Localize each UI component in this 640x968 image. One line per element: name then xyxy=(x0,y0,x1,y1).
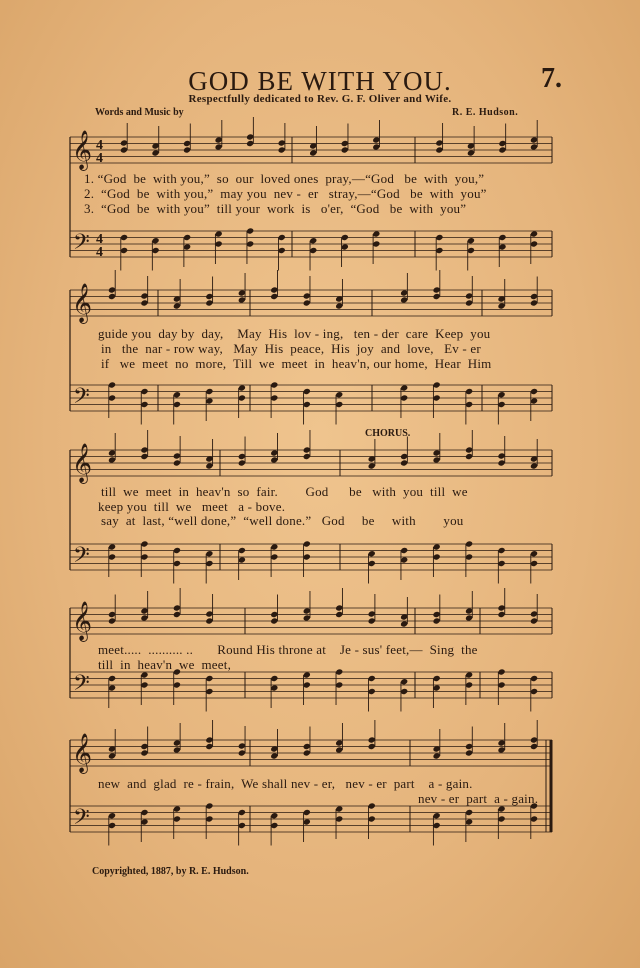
hymn-number: 7. xyxy=(541,63,562,94)
dedication-line: Respectfully dedicated to Rev. G. F. Oliver and Wife. xyxy=(188,93,452,105)
lyric-line: nev - er part a - gain. xyxy=(418,791,539,806)
treble-clef: 𝄞 xyxy=(72,733,93,773)
bass-clef: 𝄢 xyxy=(73,543,90,573)
treble-clef: 𝄞 xyxy=(72,601,93,641)
lyric-line: till in heav'n we meet, xyxy=(98,657,232,672)
time-signature: 4 xyxy=(96,138,103,153)
copyright-notice: Copyrighted, 1887, by R. E. Hudson. xyxy=(92,866,249,877)
words-music-credit: Words and Music by xyxy=(95,107,184,118)
lyric-line: guide you day by day, May His lov - ing, ten - der care Keep you xyxy=(98,326,491,341)
lyric-line: meet..... .......... .. Round His throne at Je - sus' feet,— Sing the xyxy=(98,642,478,657)
lyric-line: if we meet no more, Till we meet in heav'n, our home, Hear Him xyxy=(101,356,492,371)
hymn-title: GOD BE WITH YOU. xyxy=(188,66,452,96)
lyric-line: till we meet in heav'n so fair. God be with you till we xyxy=(101,484,468,499)
bass-clef: 𝄢 xyxy=(73,805,90,835)
lyric-line: new and glad re - frain, We shall nev - er, nev - er part a - gain. xyxy=(98,776,473,791)
lyric-line: say at last, “well done,” “well done.” God be with you xyxy=(101,513,464,528)
treble-clef: 𝄞 xyxy=(72,130,93,170)
bass-clef: 𝄢 xyxy=(73,671,90,701)
composer-credit: R. E. Hudson. xyxy=(452,107,519,118)
treble-clef: 𝄞 xyxy=(72,283,93,323)
lyric-line: 3. “God be with you” till your work is o'er, “God be with you” xyxy=(84,201,467,216)
lyric-line: keep you till we meet a - bove. xyxy=(98,499,286,514)
lyric-line: in the nar - row way, May His peace, His joy and love, Ev - er xyxy=(101,341,481,356)
time-signature: 4 xyxy=(96,245,103,260)
time-signature: 4 xyxy=(96,232,103,247)
bass-clef: 𝄢 xyxy=(73,384,90,414)
treble-clef: 𝄞 xyxy=(72,443,93,483)
chorus-label: CHORUS. xyxy=(365,428,411,439)
lyric-line: 2. “God be with you,” may you nev - er stray,—“God be with you” xyxy=(84,186,487,201)
time-signature: 4 xyxy=(96,151,103,166)
bass-clef: 𝄢 xyxy=(73,230,90,260)
lyric-line: 1. “God be with you,” so our loved ones pray,—“God be with you,” xyxy=(84,171,485,186)
